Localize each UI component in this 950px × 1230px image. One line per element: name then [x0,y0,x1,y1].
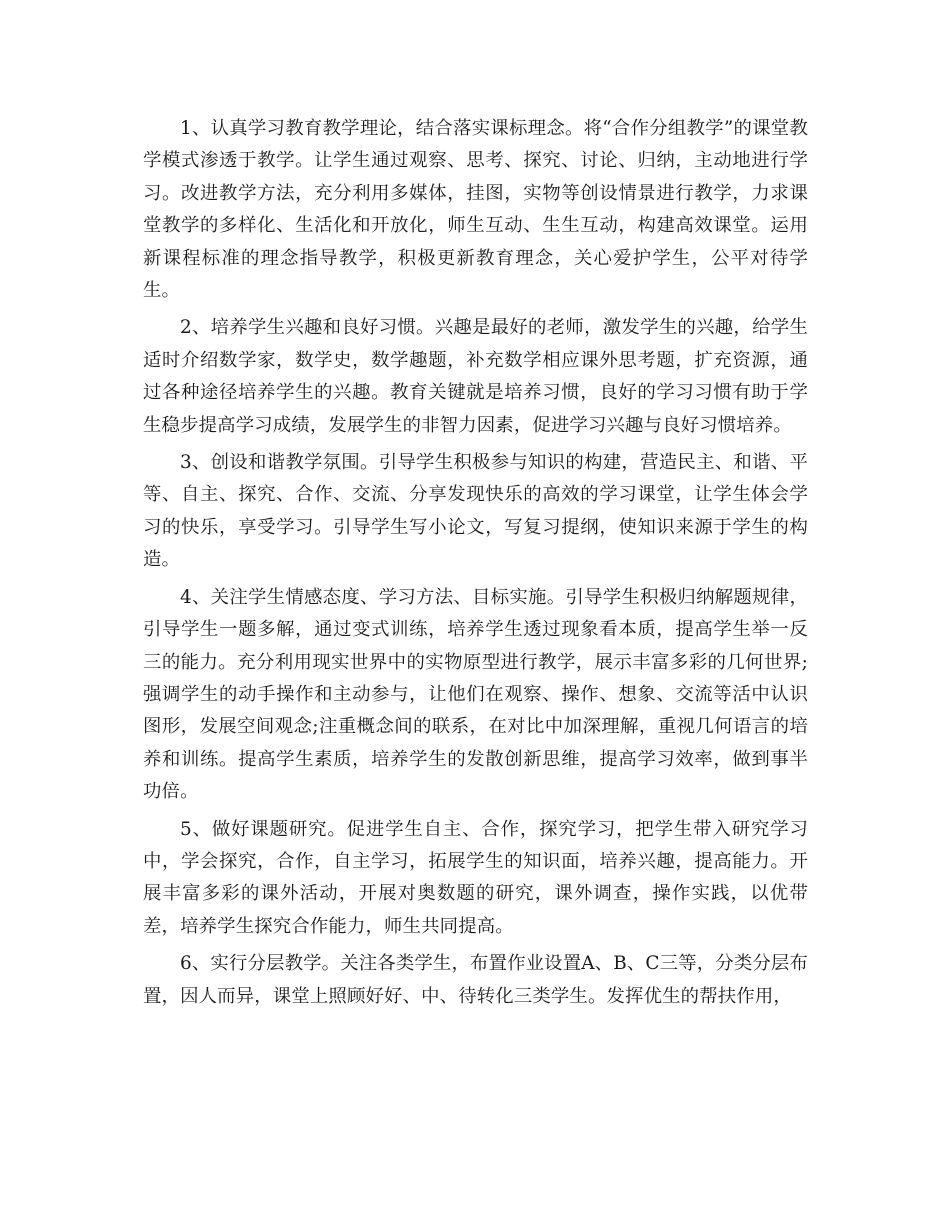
paragraph-4: 4、关注学生情感态度、学习方法、目标实施。引导学生积极归纳解题规律，引导学生一题多解，通过变式训练，培养学生透过现象看本质，提高学生举一反三的能力。充分利用现实世界中的实物原型进行教学，展示丰富多彩的几何世界;强调学生的动手操作和主动参与，让他们在观察、操作、想象、交流等活中认识图形，发展空间观念;注重概念间的联系，在对比中加深理解，重视几何语言的培养和训练。提高学生素质，培养学生的发散创新思维，提高学习效率，做到事半功倍。 [143,586,808,803]
document-body [143,113,808,1018]
paragraph-2: 2、培养学生兴趣和良好习惯。兴趣是最好的老师，激发学生的兴趣，给学生适时介绍数学家，数学史，数学趣题，补充数学相应课外思考题，扩充资源，通过各种途径培养学生的兴趣。教育关键就是培养习惯，良好的学习习惯有助于学生稳步提高学习成绩，发展学生的非智力因素，促进学习兴趣与良好习惯培养。 [143,317,808,436]
paragraph-6: 6、实行分层教学。关注各类学生，布置作业设置A、B、C三等，分类分层布置，因人而异，课堂上照顾好好、中、待转化三类学生。发挥优生的帮扶作用， [143,953,808,1007]
paragraph-5: 5、做好课题研究。促进学生自主、合作，探究学习，把学生带入研究学习中，学会探究，合作，自主学习，拓展学生的知识面，培养兴趣，提高能力。开展丰富多彩的课外活动，开展对奥数题的研究，课外调查，操作实践，以优带差，培养学生探究合作能力，师生共同提高。 [143,818,808,937]
paragraph-1: 1、认真学习教育教学理论，结合落实课标理念。将“合作分组教学”的课堂教学模式渗透于教学。让学生通过观察、思考、探究、讨论、归纳，主动地进行学习。改进教学方法，充分利用多媒体，挂图，实物等创设情景进行教学，力求课堂教学的多样化、生活化和开放化，师生互动、生生互动，构建高效课堂。运用新课程标准的理念指导教学，积极更新教育理念，关心爱护学生，公平对待学生。 [143,118,808,302]
paragraph-3: 3、创设和谐教学氛围。引导学生积极参与知识的构建，营造民主、和谐、平等、自主、探究、合作、交流、分享发现快乐的高效的学习课堂，让学生体会学习的快乐，享受学习。引导学生写小论文，写复习提纲，使知识来源于学生的构造。 [143,452,808,571]
